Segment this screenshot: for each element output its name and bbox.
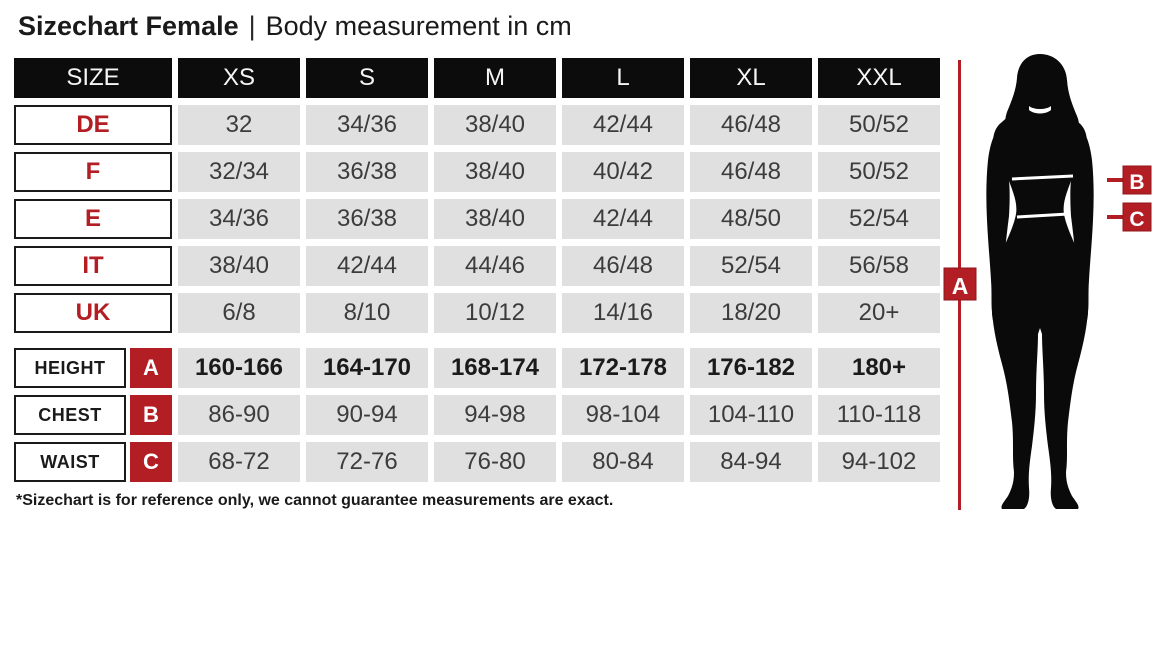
waist-badge: C [130,442,172,482]
cell-f-xl: 46/48 [690,152,812,192]
size-header: SIZE [14,58,172,98]
cell-it-xxl: 56/58 [818,246,940,286]
page-title [18,11,572,42]
cell-de-xxl: 50/52 [818,105,940,145]
row-label-it: IT [14,246,172,286]
cell-f-s: 36/38 [306,152,428,192]
cell-waist-m: 76-80 [434,442,556,482]
cell-e-xxl: 52/54 [818,199,940,239]
column-header-s: S [306,58,428,98]
cell-uk-xs: 6/8 [178,293,300,333]
cell-chest-l: 98-104 [562,395,684,435]
column-header-xs: XS [178,58,300,98]
marker-b-label: B [1129,171,1145,194]
cell-e-xl: 48/50 [690,199,812,239]
cell-height-xxl: 180+ [818,348,940,388]
cell-uk-m: 10/12 [434,293,556,333]
cell-chest-xl: 104-110 [690,395,812,435]
cell-de-xl: 46/48 [690,105,812,145]
cell-chest-s: 90-94 [306,395,428,435]
row-label-f: F [14,152,172,192]
chest-badge: B [130,395,172,435]
measurement-table [14,348,940,482]
cell-f-xs: 32/34 [178,152,300,192]
cell-uk-l: 14/16 [562,293,684,333]
cell-f-m: 38/40 [434,152,556,192]
size-table [14,58,940,333]
cell-waist-xxl: 94-102 [818,442,940,482]
cell-waist-l: 80-84 [562,442,684,482]
cell-it-xs: 38/40 [178,246,300,286]
height-label-box: HEIGHT [14,348,126,388]
cell-chest-xxl: 110-118 [818,395,940,435]
cell-e-s: 36/38 [306,199,428,239]
column-header-xl: XL [690,58,812,98]
cell-it-m: 44/46 [434,246,556,286]
footnote: *Sizechart is for reference only, we cannot guarantee measurements are exact. [16,492,614,509]
cell-uk-s: 8/10 [306,293,428,333]
cell-e-l: 42/44 [562,199,684,239]
cell-it-xl: 52/54 [690,246,812,286]
cell-de-l: 42/44 [562,105,684,145]
column-header-l: L [562,58,684,98]
cell-waist-s: 72-76 [306,442,428,482]
cell-de-m: 38/40 [434,105,556,145]
cell-e-m: 38/40 [434,199,556,239]
title-brand: Sizechart Female [18,11,239,41]
column-header-m: M [434,58,556,98]
cell-de-xs: 32 [178,105,300,145]
cell-height-l: 172-178 [562,348,684,388]
marker-c-label: C [1129,208,1145,231]
row-label-height [14,348,172,388]
cell-f-xxl: 50/52 [818,152,940,192]
size-chart [14,58,940,482]
cell-height-s: 164-170 [306,348,428,388]
marker-a-label: A [951,273,969,299]
chest-label-box: CHEST [14,395,126,435]
cell-it-s: 42/44 [306,246,428,286]
cell-height-m: 168-174 [434,348,556,388]
row-label-uk: UK [14,293,172,333]
row-label-waist [14,442,172,482]
column-header-xxl: XXL [818,58,940,98]
cell-uk-xxl: 20+ [818,293,940,333]
cell-chest-m: 94-98 [434,395,556,435]
row-label-e: E [14,199,172,239]
cell-de-s: 34/36 [306,105,428,145]
cell-uk-xl: 18/20 [690,293,812,333]
title-subtitle: Body measurement in cm [265,11,572,41]
female-silhouette-figure [930,50,1169,520]
cell-chest-xs: 86-90 [178,395,300,435]
title-separator: | [248,11,256,41]
cell-height-xs: 160-166 [178,348,300,388]
cell-waist-xs: 68-72 [178,442,300,482]
cell-e-xs: 34/36 [178,199,300,239]
waist-label-box: WAIST [14,442,126,482]
row-label-de: DE [14,105,172,145]
cell-height-xl: 176-182 [690,348,812,388]
cell-f-l: 40/42 [562,152,684,192]
height-badge: A [130,348,172,388]
cell-waist-xl: 84-94 [690,442,812,482]
cell-it-l: 46/48 [562,246,684,286]
row-label-chest [14,395,172,435]
